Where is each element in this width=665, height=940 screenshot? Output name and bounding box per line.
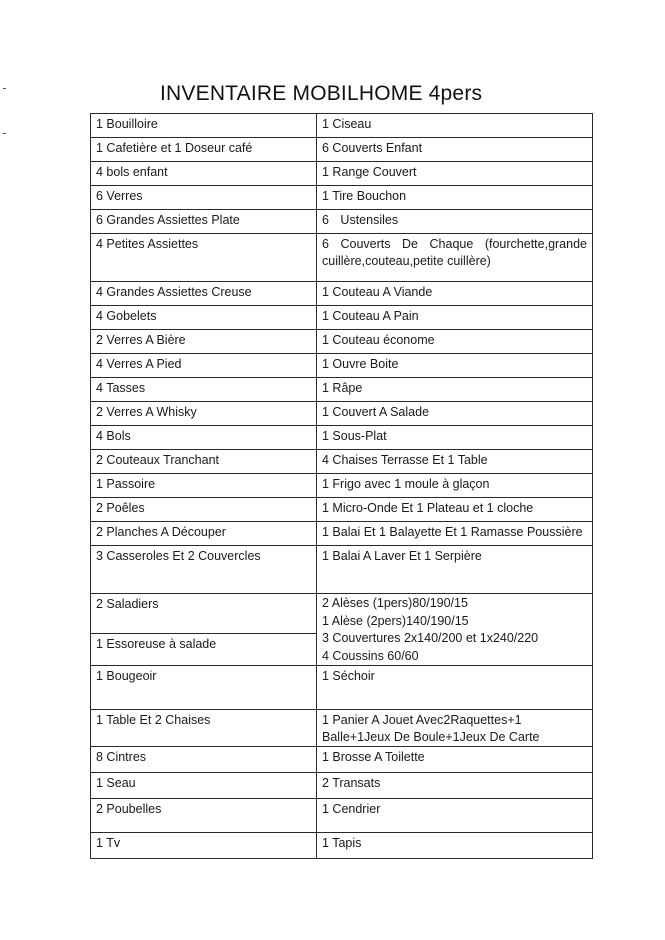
table-cell: 2 Transats [317, 773, 593, 799]
list-item: 3 Couvertures 2x140/200 et 1x240/220 [322, 631, 539, 645]
list-item: 4 Coussins 60/60 [322, 648, 419, 663]
table-cell: 1 Tire Bouchon [317, 186, 593, 210]
table-cell: 1 Table Et 2 Chaises [91, 710, 317, 747]
table-row [91, 710, 593, 747]
table-cell: 6 Couverts De Chaque (fourchette,grande cuillère,couteau,petite cuillère) [317, 234, 593, 282]
table-cell: 1 Essoreuse à salade [91, 634, 317, 666]
inventory-table [90, 113, 593, 859]
table-cell: 1 Panier A Jouet Avec2Raquettes+1 Balle+1Jeux De Boule+1Jeux De Carte [317, 710, 593, 747]
table-row [91, 402, 593, 426]
table-cell: 1 Balai Et 1 Balayette Et 1 Ramasse Poussière [317, 522, 593, 546]
table-cell: 1 Sous-Plat [317, 426, 593, 450]
table-cell: 2 Poêles [91, 498, 317, 522]
table-row [91, 234, 593, 282]
table-cell: 1 Micro-Onde Et 1 Plateau et 1 cloche [317, 498, 593, 522]
table-cell: 1 Couteau A Pain [317, 306, 593, 330]
table-row [91, 546, 593, 594]
table-row [91, 186, 593, 210]
table-cell: 2 Saladiers [91, 594, 317, 634]
table-row [91, 799, 593, 833]
table-row [91, 833, 593, 859]
table-row [91, 138, 593, 162]
table-cell: 2 Verres A Bière [91, 330, 317, 354]
table-cell: 4 Bols [91, 426, 317, 450]
table-row [91, 354, 593, 378]
table-cell: 1 Passoire [91, 474, 317, 498]
table-cell: 4 Chaises Terrasse Et 1 Table [317, 450, 593, 474]
table-row [91, 594, 593, 634]
table-cell-bedding [317, 594, 593, 666]
table-cell: 4 Tasses [91, 378, 317, 402]
table-cell: 4 Verres A Pied [91, 354, 317, 378]
table-cell: 1 Ouvre Boite [317, 354, 593, 378]
table-cell: 6 Ustensiles [317, 210, 593, 234]
table-cell: 1 Balai A Laver Et 1 Serpière [317, 546, 593, 594]
table-cell: 1 Bouilloire [91, 114, 317, 138]
table-cell: 1 Ciseau [317, 114, 593, 138]
table-row [91, 498, 593, 522]
table-cell: 2 Couteaux Tranchant [91, 450, 317, 474]
table-cell: 6 Couverts Enfant [317, 138, 593, 162]
table-row [91, 450, 593, 474]
table-row [91, 474, 593, 498]
list-item: 2 Alèses (1pers)80/190/15 [322, 596, 468, 610]
table-cell: 1 Tv [91, 833, 317, 859]
table-cell: 4 Gobelets [91, 306, 317, 330]
table-cell: 6 Verres [91, 186, 317, 210]
table-row [91, 666, 593, 710]
table-cell: 1 Couvert A Salade [317, 402, 593, 426]
table-row [91, 522, 593, 546]
table-cell: 2 Poubelles [91, 799, 317, 833]
table-row [91, 378, 593, 402]
table-cell: 2 Planches A Découper [91, 522, 317, 546]
table-cell: 8 Cintres [91, 747, 317, 773]
table-cell: 2 Verres A Whisky [91, 402, 317, 426]
table-cell: 4 bols enfant [91, 162, 317, 186]
table-cell: 6 Grandes Assiettes Plate [91, 210, 317, 234]
table-cell: 1 Bougeoir [91, 666, 317, 710]
table-cell: 1 Cendrier [317, 799, 593, 833]
list-item: 1 Alèse (2pers)140/190/15 [322, 613, 469, 628]
table-row [91, 162, 593, 186]
table-cell: 4 Grandes Assiettes Creuse [91, 282, 317, 306]
table-cell: 1 Râpe [317, 378, 593, 402]
table-cell: 3 Casseroles Et 2 Couvercles [91, 546, 317, 594]
table-row [91, 747, 593, 773]
table-row [91, 210, 593, 234]
table-row [91, 426, 593, 450]
table-cell: 1 Tapis [317, 833, 593, 859]
scan-mark [3, 88, 6, 89]
table-row [91, 773, 593, 799]
table-row [91, 282, 593, 306]
table-row [91, 330, 593, 354]
table-cell: 1 Brosse A Toilette [317, 747, 593, 773]
table-row [91, 114, 593, 138]
table-row [91, 306, 593, 330]
table-cell: 1 Couteau économe [317, 330, 593, 354]
table-cell: 1 Cafetière et 1 Doseur café [91, 138, 317, 162]
table-cell: 1 Frigo avec 1 moule à glaçon [317, 474, 593, 498]
page-title: INVENTAIRE MOBILHOME 4pers [160, 82, 483, 105]
table-cell: 1 Range Couvert [317, 162, 593, 186]
table-cell: 1 Couteau A Viande [317, 282, 593, 306]
scan-mark [3, 133, 6, 134]
table-cell: 1 Séchoir [317, 666, 593, 710]
table-cell: 1 Seau [91, 773, 317, 799]
table-cell: 4 Petites Assiettes [91, 234, 317, 282]
